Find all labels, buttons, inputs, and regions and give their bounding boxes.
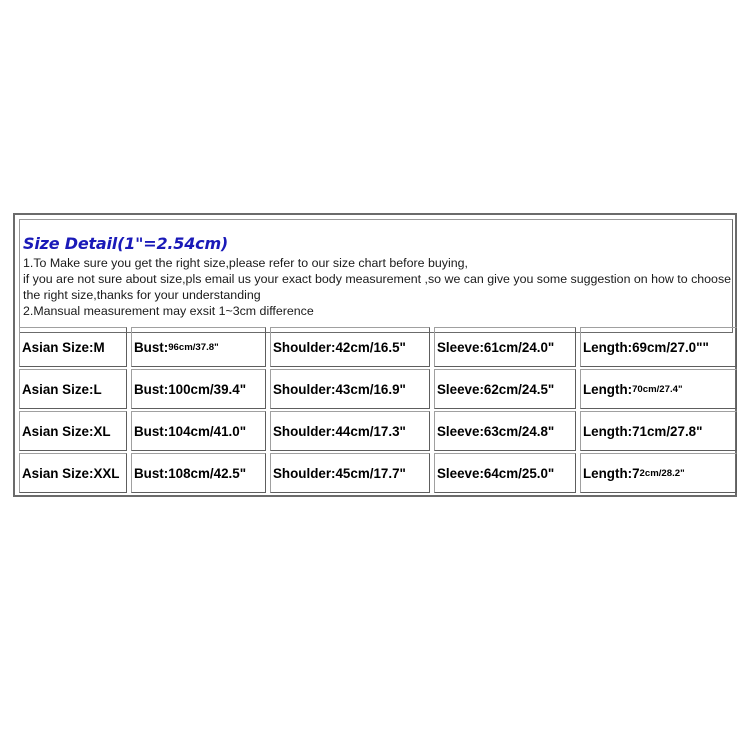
bust-label: Bust:104cm/41.0" [134, 423, 247, 439]
length-cell [580, 453, 737, 493]
size-detail-title: Size Detail(1"=2.54cm) [23, 234, 229, 253]
bust-cell [131, 411, 266, 451]
bust-cell [131, 327, 266, 367]
shoulder-cell: Shoulder:44cm/17.3" [270, 411, 430, 451]
length-cell [580, 411, 737, 451]
size-chart-table [13, 213, 737, 497]
bust-label: Bust:100cm/39.4" [134, 381, 247, 397]
shoulder-cell: Shoulder:43cm/16.9" [270, 369, 430, 409]
length-cell [580, 369, 737, 409]
length-label: Length:69cm/27.0"" [583, 339, 709, 355]
bust-label: Bust:108cm/42.5" [134, 465, 247, 481]
length-value: 70cm/27.4" [632, 383, 683, 395]
bust-cell [131, 453, 266, 493]
note-line-1: 1.To Make sure you get the right size,please refer to our size chart before buying, [23, 256, 468, 270]
size-detail-note [19, 219, 733, 333]
size-cell: Asian Size:XXL [19, 453, 127, 493]
bust-value: 96cm/37.8" [168, 341, 219, 353]
length-cell [580, 327, 737, 367]
size-cell: Asian Size:M [19, 327, 127, 367]
sleeve-cell: Sleeve:64cm/25.0" [434, 453, 576, 493]
shoulder-cell: Shoulder:42cm/16.5" [270, 327, 430, 367]
size-cell: Asian Size:L [19, 369, 127, 409]
sleeve-cell: Sleeve:63cm/24.8" [434, 411, 576, 451]
length-value: 2cm/28.2" [639, 467, 685, 479]
bust-label: Bust: [134, 339, 169, 355]
sleeve-cell: Sleeve:62cm/24.5" [434, 369, 576, 409]
size-cell: Asian Size:XL [19, 411, 127, 451]
length-label: Length: [583, 381, 633, 397]
note-line-4: 2.Mansual measurement may exsit 1~3cm difference [23, 304, 314, 318]
bust-cell [131, 369, 266, 409]
length-label: Length:7 [583, 465, 640, 481]
shoulder-cell: Shoulder:45cm/17.7" [270, 453, 430, 493]
note-line-3: the right size,thanks for your understanding [23, 288, 261, 302]
sleeve-cell: Sleeve:61cm/24.0" [434, 327, 576, 367]
note-line-2: if you are not sure about size,pls email us your exact body measurement ,so we can give you some suggestion on how to choose [23, 272, 732, 286]
length-label: Length:71cm/27.8" [583, 423, 703, 439]
